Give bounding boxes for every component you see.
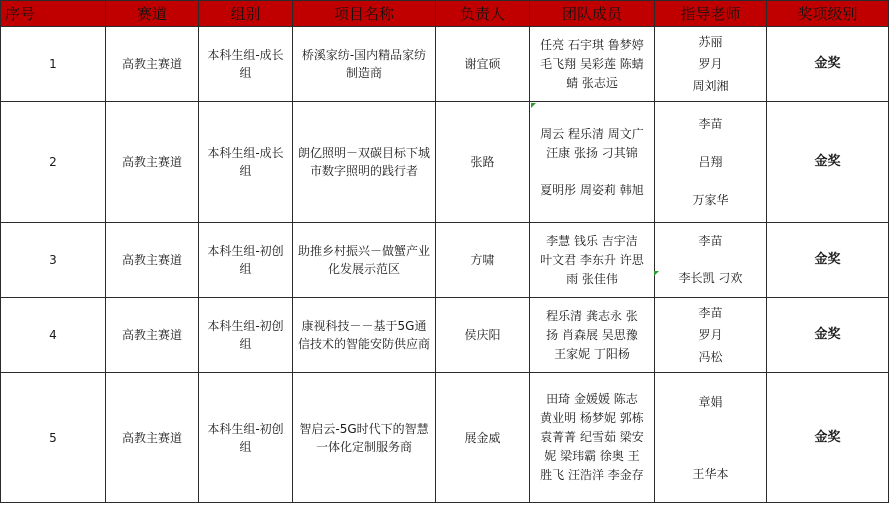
cell-no[interactable]: 1 bbox=[1, 27, 106, 102]
cell-project[interactable]: 智启云-5G时代下的智慧一体化定制服务商 bbox=[293, 373, 436, 503]
cell-no[interactable]: 2 bbox=[1, 102, 106, 223]
cell-advisors[interactable] bbox=[655, 223, 767, 298]
cell-track[interactable]: 高教主赛道 bbox=[106, 223, 199, 298]
cell-project[interactable]: 朗亿照明－双碳目标下城市数字照明的践行者 bbox=[293, 102, 436, 223]
cell-members[interactable] bbox=[530, 298, 655, 373]
member-line: 黄业明 杨梦妮 郭栋 bbox=[540, 411, 644, 425]
member-line: 扬 肖森展 吴思豫 bbox=[546, 327, 638, 342]
advisor-line bbox=[655, 411, 766, 429]
member-line: 蜻 张志远 bbox=[566, 75, 618, 90]
comment-marker-icon bbox=[654, 271, 659, 276]
member-line: 李慧 钱乐 吉宇洁 bbox=[546, 233, 638, 248]
cell-leader[interactable]: 张路 bbox=[436, 102, 530, 223]
member-line: 胜飞 汪浩洋 李金存 bbox=[540, 468, 644, 482]
advisor-line: 李苗 bbox=[698, 117, 723, 131]
header-cell-project[interactable]: 项目名称 bbox=[293, 1, 436, 27]
advisor-line: 王华本 bbox=[692, 466, 729, 481]
advisor-line: 吕翔 bbox=[698, 155, 723, 169]
cell-group[interactable]: 本科生组-成长组 bbox=[199, 27, 293, 102]
member-line: 叶文君 李东升 许思 bbox=[540, 252, 644, 267]
cell-track[interactable]: 高教主赛道 bbox=[106, 102, 199, 223]
cell-track[interactable]: 高教主赛道 bbox=[106, 373, 199, 503]
advisor-line: 罗月 bbox=[698, 57, 723, 71]
cell-members[interactable] bbox=[530, 373, 655, 503]
member-line: 程乐清 龚志永 张 bbox=[546, 308, 638, 323]
header-cell-members[interactable]: 团队成员 bbox=[530, 1, 655, 27]
cell-group[interactable]: 本科生组-初创组 bbox=[199, 373, 293, 503]
cell-leader[interactable]: 侯庆阳 bbox=[436, 298, 530, 373]
cell-award[interactable]: 金奖 bbox=[767, 27, 889, 102]
header-cell-award[interactable]: 奖项级别 bbox=[767, 1, 889, 27]
table-row bbox=[1, 223, 889, 298]
cell-group[interactable]: 本科生组-初创组 bbox=[199, 298, 293, 373]
cell-group[interactable]: 本科生组-初创组 bbox=[199, 223, 293, 298]
member-line: 王家妮 丁阳杨 bbox=[554, 346, 630, 361]
header-cell-leader[interactable]: 负责人 bbox=[436, 1, 530, 27]
advisor-line: 章娟 bbox=[698, 394, 723, 409]
header-cell-group[interactable]: 组别 bbox=[199, 1, 293, 27]
cell-award[interactable]: 金奖 bbox=[767, 102, 889, 223]
header-cell-track[interactable]: 赛道 bbox=[106, 1, 199, 27]
cell-leader[interactable]: 谢宜硕 bbox=[436, 27, 530, 102]
cell-advisors[interactable] bbox=[655, 102, 767, 223]
comment-marker-icon bbox=[531, 103, 536, 108]
cell-advisors[interactable] bbox=[655, 298, 767, 373]
cell-track[interactable]: 高教主赛道 bbox=[106, 298, 199, 373]
advisor-line bbox=[655, 251, 766, 269]
member-line: 汪康 张扬 刁其锦 bbox=[546, 145, 638, 160]
cell-award[interactable]: 金奖 bbox=[767, 298, 889, 373]
cell-project[interactable]: 助推乡村振兴－做蟹产业化发展示范区 bbox=[293, 223, 436, 298]
cell-award[interactable]: 金奖 bbox=[767, 223, 889, 298]
advisor-line bbox=[655, 134, 766, 152]
cell-no[interactable]: 5 bbox=[1, 373, 106, 503]
table-row bbox=[1, 298, 889, 373]
cell-project[interactable]: 康视科技－－基于5G通信技术的智能安防供应商 bbox=[293, 298, 436, 373]
member-line: 夏明彤 周姿莉 韩旭 bbox=[540, 182, 644, 197]
cell-members[interactable] bbox=[530, 223, 655, 298]
member-line: 袁菁菁 纪雪茹 梁安 bbox=[540, 430, 644, 444]
cell-members[interactable] bbox=[530, 27, 655, 102]
member-line: 周云 程乐清 周文广 bbox=[540, 126, 644, 141]
header-row bbox=[1, 1, 889, 27]
cell-award[interactable]: 金奖 bbox=[767, 373, 889, 503]
advisor-line bbox=[655, 447, 766, 465]
cell-advisors[interactable] bbox=[655, 27, 767, 102]
member-line bbox=[536, 163, 648, 181]
table-row bbox=[1, 373, 889, 503]
advisor-line bbox=[655, 429, 766, 447]
advisor-line: 冯松 bbox=[698, 350, 723, 364]
advisor-line: 李苗 bbox=[698, 306, 723, 320]
cell-no[interactable]: 4 bbox=[1, 298, 106, 373]
cell-track[interactable]: 高教主赛道 bbox=[106, 27, 199, 102]
member-line: 田琦 金媛媛 陈志 bbox=[546, 392, 638, 406]
member-line: 雨 张佳伟 bbox=[566, 271, 618, 286]
cell-members[interactable] bbox=[530, 102, 655, 223]
cell-advisors[interactable] bbox=[655, 373, 767, 503]
advisor-line: 苏丽 bbox=[698, 35, 723, 49]
advisor-line: 万家华 bbox=[692, 193, 729, 207]
member-line: 任亮 石宇琪 鲁梦婷 bbox=[540, 37, 644, 52]
advisor-line bbox=[655, 172, 766, 190]
table-row bbox=[1, 102, 889, 223]
cell-group[interactable]: 本科生组-成长组 bbox=[199, 102, 293, 223]
header-cell-advisors[interactable]: 指导老师 bbox=[655, 1, 767, 27]
member-line: 妮 梁玮霸 徐奥 王 bbox=[544, 449, 640, 463]
header-cell-no[interactable]: 序号 bbox=[1, 1, 106, 27]
member-line: 毛飞翔 吴彩莲 陈蜻 bbox=[540, 56, 644, 71]
advisor-line: 罗月 bbox=[698, 328, 723, 342]
cell-leader[interactable]: 方啸 bbox=[436, 223, 530, 298]
advisor-line: 周刘湘 bbox=[692, 79, 729, 93]
advisor-line: 李苗 bbox=[698, 234, 723, 248]
advisor-line: 李长凯 刁欢 bbox=[678, 271, 743, 285]
table-row bbox=[1, 27, 889, 102]
cell-leader[interactable]: 展金威 bbox=[436, 373, 530, 503]
cell-project[interactable]: 桥溪家纺-国内精品家纺制造商 bbox=[293, 27, 436, 102]
cell-no[interactable]: 3 bbox=[1, 223, 106, 298]
